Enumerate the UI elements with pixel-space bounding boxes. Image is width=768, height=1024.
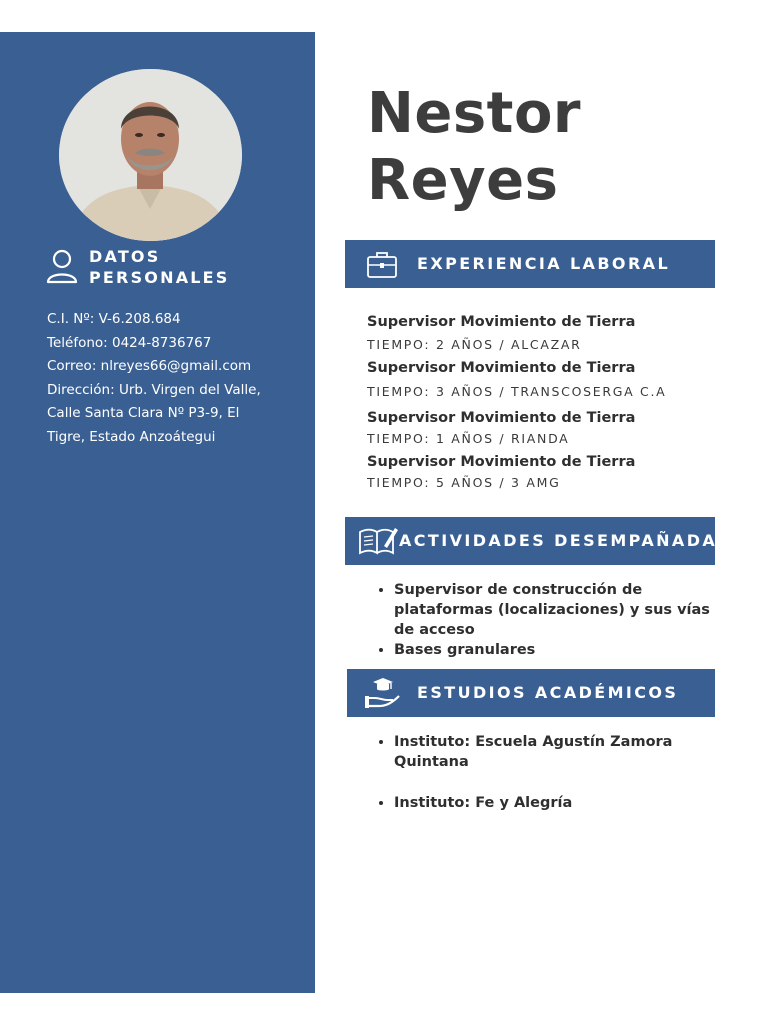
experience-banner	[345, 240, 715, 288]
address-line-1: Dirección: Urb. Virgen del Valle,	[47, 381, 261, 398]
last-name: Reyes	[367, 148, 559, 213]
education-list-2	[367, 793, 724, 813]
education-banner	[347, 669, 715, 717]
personal-details	[47, 308, 287, 450]
list-item: • Supervisor de construcción de plataformas (localizaciones) y sus vías de acceso	[394, 580, 734, 640]
personal-heading-line1: DATOS	[89, 247, 161, 266]
phone-text: Teléfono: 0424-8736767	[47, 334, 212, 351]
personal-data-heading	[89, 246, 230, 288]
first-name: Nestor	[367, 81, 582, 146]
list-item: • Instituto: Escuela Agustín Zamora Quintana	[394, 732, 724, 772]
job-time: TIEMPO: 5 AÑOS / 3 AMG	[367, 475, 561, 490]
education-list	[367, 732, 724, 772]
job-time: TIEMPO: 1 AÑOS / RIANDA	[367, 431, 570, 446]
job-role: Supervisor Movimiento de Tierra	[367, 314, 636, 330]
address-line-2: Calle Santa Clara Nº P3-9, El	[47, 405, 240, 422]
activities-banner	[345, 517, 732, 565]
experience-title: EXPERIENCIA LABORAL	[417, 254, 671, 273]
address-line-3: Tigre, Estado Anzoátegui	[47, 428, 216, 445]
book-icon	[358, 526, 398, 560]
profile-photo	[59, 69, 242, 241]
job-time: TIEMPO: 3 AÑOS / TRANSCOSERGA C.A	[367, 384, 667, 399]
ci-text: C.I. Nº: V-6.208.684	[47, 311, 181, 327]
personal-heading-line2: PERSONALES	[89, 268, 230, 287]
job-role: Supervisor Movimiento de Tierra	[367, 360, 636, 376]
graduation-icon	[365, 676, 401, 714]
job-role: Supervisor Movimiento de Tierra	[367, 410, 636, 426]
activities-list	[367, 580, 734, 660]
list-item: • Bases granulares	[394, 640, 734, 660]
email-text: Correo: nlreyes66@gmail.com	[47, 358, 252, 375]
job-time: TIEMPO: 2 AÑOS / ALCAZAR	[367, 337, 582, 352]
candidate-name	[367, 80, 581, 214]
activities-title: ACTIVIDADES DESEMPAÑADAS	[399, 531, 732, 550]
briefcase-icon	[365, 249, 399, 283]
job-role: Supervisor Movimiento de Tierra	[367, 454, 636, 470]
list-item: • Instituto: Fe y Alegría	[394, 793, 724, 813]
user-icon	[45, 248, 79, 284]
education-title: ESTUDIOS ACADÉMICOS	[417, 683, 679, 702]
